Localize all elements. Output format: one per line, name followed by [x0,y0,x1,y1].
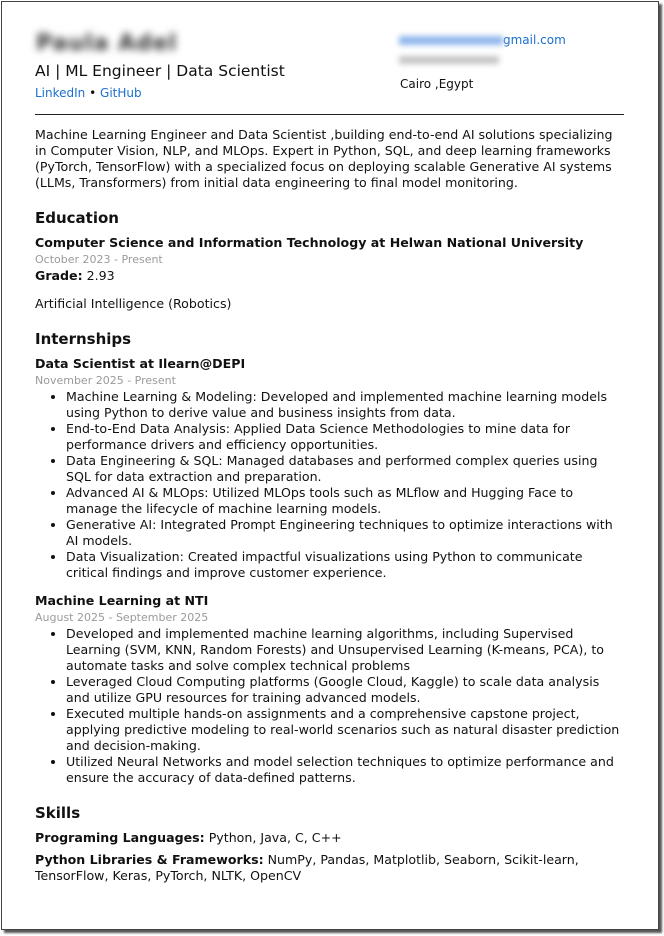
internships-heading: Internships [35,330,132,348]
list-item: • Developed and implemented machine learning algorithms, including Supervised Learning (SVM, KNN, Random Forests) and Unsupervised Learning (K-means, PCA), to automate tasks and solve complex technical problems [66,626,624,674]
header-divider [35,114,624,115]
email-link[interactable]: gmail.com [503,33,566,47]
list-item: • Data Engineering & SQL: Managed databases and performed complex queries using SQL for data extraction and preparation. [66,453,624,485]
education-date: October 2023 - Present [35,253,163,266]
list-item: • End-to-End Data Analysis: Applied Data Science Methodologies to mine data for performance drivers and efficiency opportunities. [66,421,624,453]
list-item: • Utilized Neural Networks and model selection techniques to optimize performance and ensure the accuracy of data-defined patterns. [66,754,624,786]
profile-links [35,86,142,100]
list-item: • Machine Learning & Modeling: Developed and implemented machine learning models using Python to derive value and business insights from data. [66,389,624,421]
internship-bullets [35,626,624,786]
list-item: • Advanced AI & MLOps: Utilized MLOps tools such as MLflow and Hugging Face to manage the lifecycle of machine learning models. [66,485,624,517]
internship-title: Machine Learning at NTI [35,593,209,608]
languages-value: Python, Java, C, C++ [208,830,342,845]
skills-libraries [35,852,624,884]
contact-block [399,33,566,64]
education-title: Computer Science and Information Technology at Helwan National University [35,235,584,250]
skills-languages [35,830,624,846]
resume-header [35,28,624,114]
libraries-value: NumPy, Pandas, Matplotlib, Seaborn, Scikit-learn, TensorFlow, Keras, PyTorch, NLTK, OpenCV [35,852,579,883]
internship-date: November 2025 - Present [35,374,176,387]
list-item: • Executed multiple hands-on assignments and a comprehensive capstone project, applying predictive modeling to real-world scenarios such as natural disaster prediction and decision-making. [66,706,624,754]
grade-value: 2.93 [86,268,115,283]
education-track: Artificial Intelligence (Robotics) [35,296,232,311]
internship-title: Data Scientist at Ilearn@DEPI [35,356,246,371]
link-separator: • [89,86,97,100]
list-item: • Generative AI: Integrated Prompt Engineering techniques to optimize interactions with AI models. [66,517,624,549]
summary: Machine Learning Engineer and Data Scientist ,building end-to-end AI solutions specializing in Computer Vision, NLP, and MLOps. Expert in Python, SQL, and deep learning frameworks (PyTorch, TensorFlow) with a specialized focus on deploying scalable Generative AI systems (LLMs, Transformers) from initial data engineering to final model monitoring. [35,127,613,190]
grade-label: Grade: [35,268,83,283]
phone-redacted [399,56,499,64]
email-redacted [399,36,503,45]
libraries-label: Python Libraries & Frameworks: [35,852,264,867]
candidate-name: Paula Adel [36,31,178,56]
location: Cairo ,Egypt [400,77,474,91]
resume-page [1,1,659,930]
linkedin-link[interactable]: LinkedIn [35,86,86,100]
internship-bullets [35,389,624,581]
internship-date: August 2025 - September 2025 [35,611,209,624]
skills-heading: Skills [35,804,81,822]
education-grade [35,268,624,284]
list-item: • Leveraged Cloud Computing platforms (Google Cloud, Kaggle) to scale data analysis and utilize GPU resources for training advanced models. [66,674,624,706]
education-heading: Education [35,209,119,227]
languages-label: Programing Languages: [35,830,205,845]
github-link[interactable]: GitHub [100,86,142,100]
list-item: • Data Visualization: Created impactful visualizations using Python to communicate critical findings and improve customer experience. [66,549,624,581]
candidate-title: AI | ML Engineer | Data Scientist [35,62,285,80]
